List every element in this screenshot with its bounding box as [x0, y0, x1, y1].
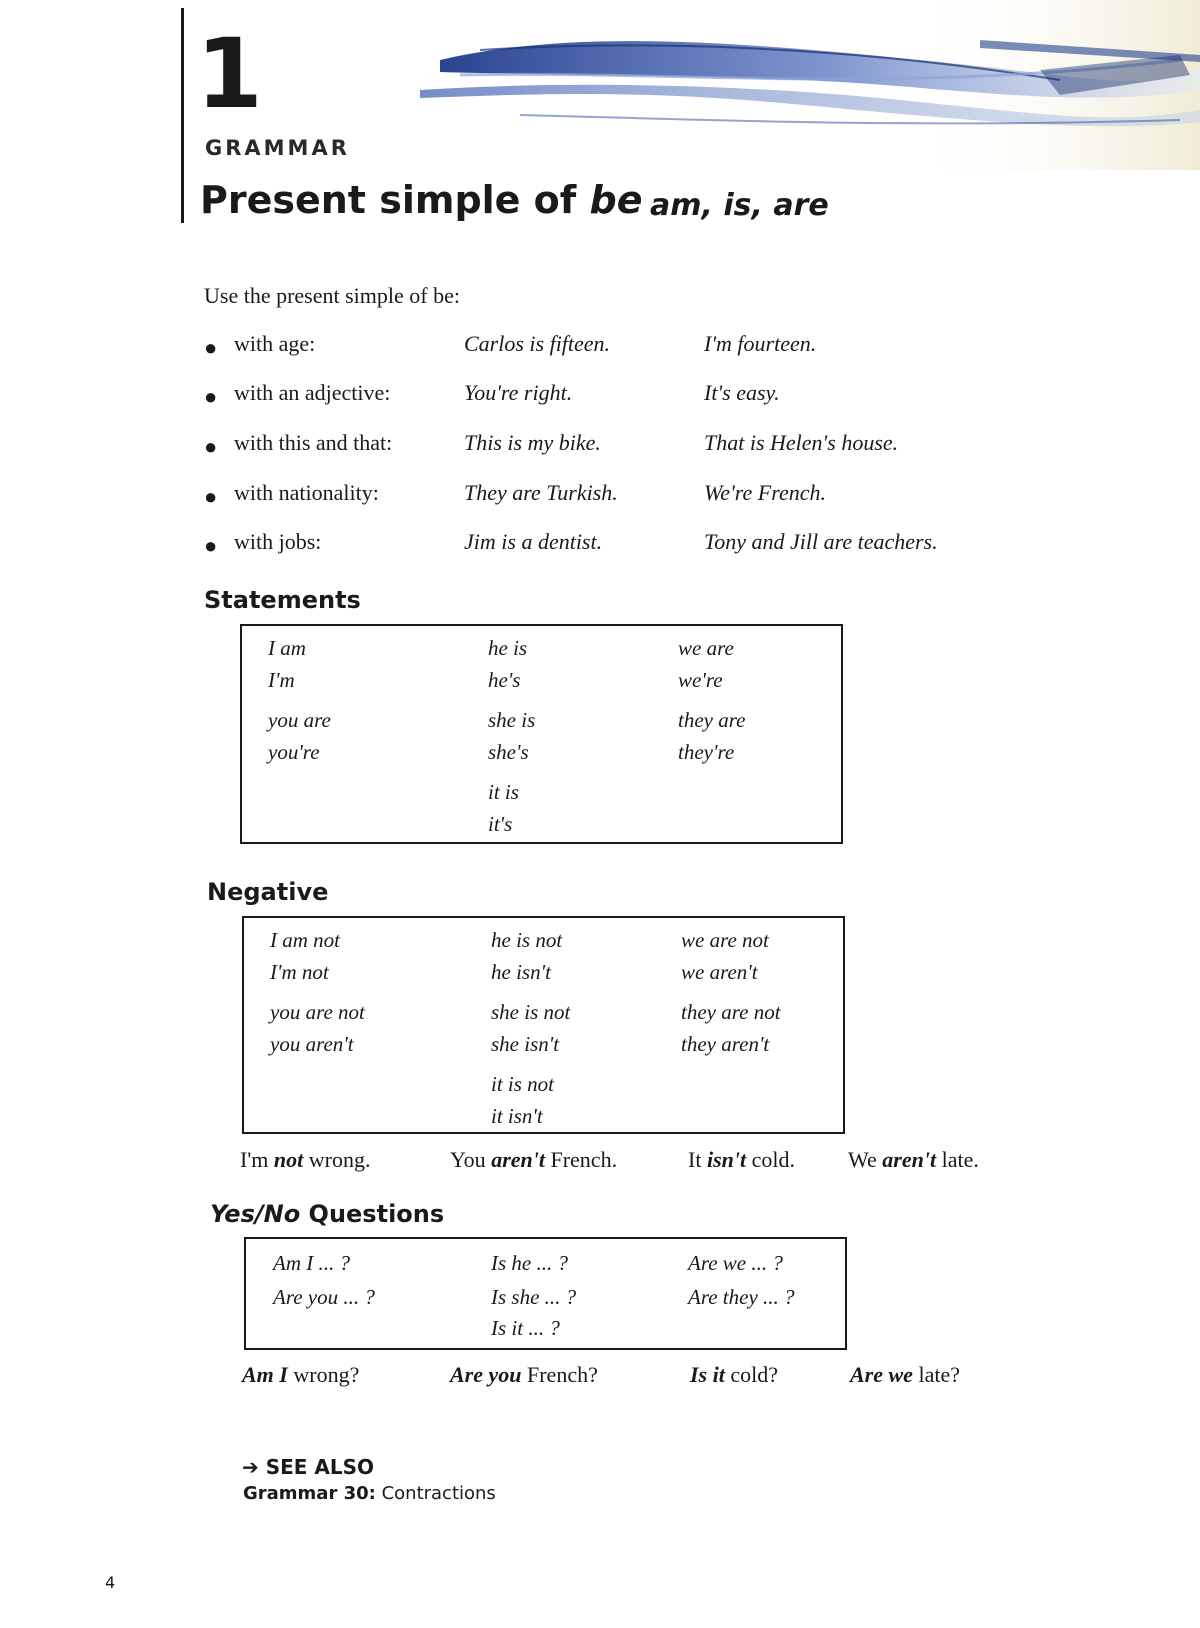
use-example: This is my bike.	[464, 430, 601, 455]
table-cell: she is not	[491, 1000, 571, 1024]
table-cell: we're	[678, 668, 723, 692]
use-example: They are Turkish.	[464, 480, 618, 505]
negative-table	[242, 916, 845, 1134]
use-example: You're right.	[464, 380, 573, 405]
table-cell: he isn't	[491, 960, 551, 984]
table-cell: Are we ... ?	[688, 1251, 783, 1275]
questions-table	[244, 1237, 847, 1350]
question-example: Are you French?	[450, 1362, 598, 1387]
table-cell: they are not	[681, 1000, 781, 1024]
table-cell: Are you ... ?	[273, 1285, 375, 1309]
table-cell: Is he ... ?	[491, 1251, 568, 1275]
statements-table	[240, 624, 843, 844]
use-example: Tony and Jill are teachers.	[704, 529, 938, 554]
use-example: Carlos is fifteen.	[464, 331, 611, 356]
table-cell: you are	[268, 708, 331, 732]
see-also-link[interactable]: Grammar 30: Contractions	[243, 1483, 496, 1504]
table-cell: he's	[488, 668, 521, 692]
table-cell: you are not	[270, 1000, 365, 1024]
table-cell: I am not	[270, 928, 340, 952]
negative-example: You aren't French.	[450, 1147, 618, 1172]
use-row	[204, 529, 1104, 563]
negative-example: It isn't cold.	[688, 1147, 795, 1172]
page-title	[200, 180, 643, 222]
bullet: ●	[204, 434, 218, 459]
unit-number: 1	[196, 18, 263, 130]
statements-heading: Statements	[204, 586, 361, 614]
table-cell: it isn't	[491, 1104, 543, 1128]
section-label: GRAMMAR	[205, 136, 350, 160]
table-cell: I am	[268, 636, 306, 660]
use-example: Jim is a dentist.	[464, 529, 603, 554]
table-cell: Is she ... ?	[491, 1285, 577, 1309]
use-row	[204, 331, 1104, 365]
table-cell: we are	[678, 636, 734, 660]
arrow-right-icon: ➔	[242, 1455, 259, 1479]
page-number: 4	[105, 1573, 116, 1592]
page-subtitle: am, is, are	[650, 188, 829, 223]
use-label: with this and that:	[234, 430, 393, 455]
table-cell: I'm not	[270, 960, 329, 984]
negative-example: We aren't late.	[848, 1147, 979, 1172]
bullet: ●	[204, 335, 218, 360]
use-row	[204, 430, 1104, 464]
use-example: We're French.	[704, 480, 826, 505]
table-cell: it's	[488, 812, 513, 836]
table-cell: she's	[488, 740, 529, 764]
table-cell: it is not	[491, 1072, 555, 1096]
table-cell: it is	[488, 780, 519, 804]
questions-heading: Yes/No Questions	[210, 1200, 445, 1228]
bullet: ●	[204, 484, 218, 509]
title-main: Present simple of	[200, 178, 590, 222]
table-cell: you're	[268, 740, 320, 764]
intro-text: Use the present simple of be:	[204, 283, 460, 308]
use-label: with jobs:	[234, 529, 322, 554]
bullet: ●	[204, 533, 218, 558]
table-cell: we aren't	[681, 960, 758, 984]
use-label: with age:	[234, 331, 316, 356]
question-example: Are we late?	[850, 1362, 960, 1387]
table-cell: they aren't	[681, 1032, 770, 1056]
use-row	[204, 480, 1104, 514]
table-cell: they're	[678, 740, 735, 764]
table-cell: you aren't	[270, 1032, 354, 1056]
use-label: with nationality:	[234, 480, 379, 505]
use-label: with an adjective:	[234, 380, 391, 405]
negative-heading: Negative	[207, 878, 329, 906]
header-rule	[181, 8, 184, 223]
use-example: I'm fourteen.	[704, 331, 817, 356]
decorative-banner	[420, 0, 1200, 170]
negative-example: I'm not wrong.	[240, 1147, 371, 1172]
use-example: That is Helen's house.	[704, 430, 899, 455]
table-cell: Are they ... ?	[688, 1285, 795, 1309]
table-cell: we are not	[681, 928, 769, 952]
table-cell: she isn't	[491, 1032, 560, 1056]
table-cell: he is	[488, 636, 528, 660]
table-cell: Is it ... ?	[491, 1316, 560, 1340]
table-cell: they are	[678, 708, 746, 732]
table-cell: I'm	[268, 668, 295, 692]
use-row	[204, 380, 1104, 414]
title-verb: be	[589, 178, 643, 222]
question-example: Am I wrong?	[242, 1362, 360, 1387]
table-cell: he is not	[491, 928, 563, 952]
use-example: It's easy.	[704, 380, 780, 405]
bullet: ●	[204, 384, 218, 409]
table-cell: Am I ... ?	[273, 1251, 350, 1275]
table-cell: she is	[488, 708, 536, 732]
see-also-label: ➔ SEE ALSO	[242, 1455, 375, 1479]
question-example: Is it cold?	[690, 1362, 779, 1387]
